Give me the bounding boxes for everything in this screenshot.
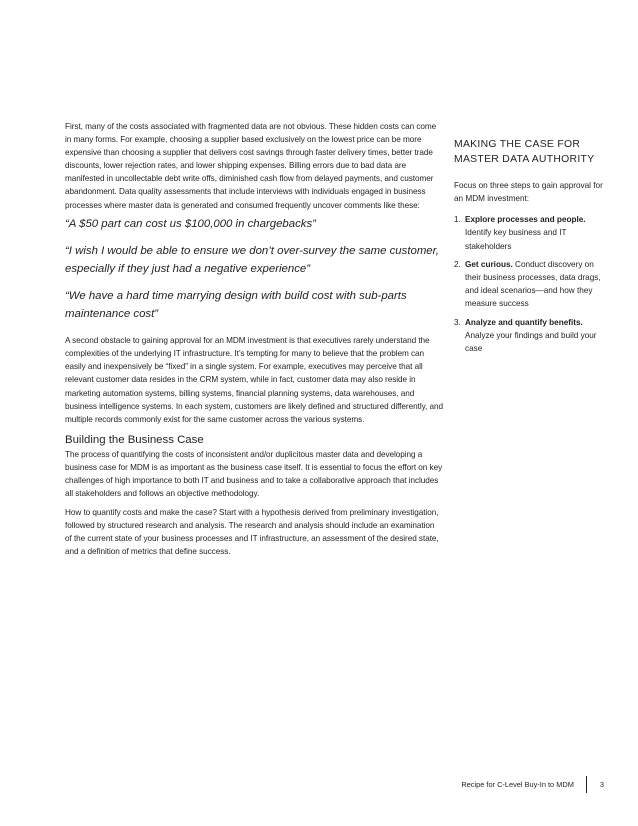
step-heading: Explore processes and people.	[465, 215, 586, 225]
step-heading: Analyze and quantify benefits.	[465, 317, 583, 327]
step-heading: Get curious.	[465, 259, 513, 269]
step-number: 2.	[454, 259, 461, 269]
quote-chargebacks: “A $50 part can cost us $100,000 in chargebacks”	[65, 217, 316, 230]
sidebar-callout	[454, 138, 604, 360]
step-number: 1.	[454, 215, 461, 225]
body-paragraph-it-complexity: A second obstacle to gaining approval for an MDM investment is that executives rarely understand the complexities of the underlying IT infrastructure. It’s tempting for many to believe that the problem can easily and inexpensively be “fixed” in a single system. For example, executives may perceive that all relevant customer data resides in the CRM system, while in fact, customer data may also reside in marketing automation systems, billing systems, financial planning systems, data warehouses, and business intelligence systems. In each system, customers are likely defined and structured differently, and multiple records commonly exist for the same customer across the various systems.	[65, 336, 443, 424]
sidebar-step	[454, 316, 604, 356]
sidebar-steps-list	[454, 213, 604, 355]
sidebar-step	[454, 258, 604, 311]
sidebar-step	[454, 213, 604, 253]
main-column	[65, 120, 443, 559]
step-text: Analyze your findings and build your case	[465, 330, 597, 354]
body-paragraph-quantifying: The process of quantifying the costs of inconsistent and/or duplicitous master data and developing a business case for MDM is as important as the business case itself. It is essential to focus the effort on key challenges of high importance to both IT and business and to take a collaborative approach that includes all stakeholders and follows an objective methodology.	[65, 449, 443, 499]
page-footer	[461, 776, 604, 793]
sidebar-title: MAKING THE CASE FOR MASTER DATA AUTHORITY	[454, 139, 595, 165]
quote-over-survey: “I wish I would be able to ensure we don’t over-survey the same customer, especially if they just had a negative experience”	[65, 245, 439, 275]
step-text: Conduct discovery on their business processes, data drags, and ideal scenarios—and how they measure success	[465, 259, 601, 309]
body-paragraph-hidden-costs: First, many of the costs associated with fragmented data are not obvious. These hidden costs can come in many forms. For example, choosing a supplier based exclusively on the lowest price can be more expensive than choosing a supplier that delivers cost savings through faster delivery times, better trade discounts, lower rejection rates, and lower shipping expenses. Billing errors due to bad data are manifested in uncollectable debt write offs, diminished cash flow from delayed payments, and customer abandonment. Data quality assessments that include interviews with individuals engaged in business processes where master data is generated and consumed frequently uncover comments like these:	[65, 122, 437, 210]
sidebar-intro: Focus on three steps to gain approval for an MDM investment:	[454, 181, 603, 204]
step-text: Identify key business and IT stakeholders	[465, 228, 567, 251]
body-paragraph-how-to-quantify: How to quantify costs and make the case? Start with a hypothesis derived from preliminary investigation, followed by structured research and analysis. The research and analysis should include an examination of the current state of your business processes and IT infrastructure, an assessment of the desired state, and a definition of metrics that define success.	[65, 508, 439, 557]
footer-divider	[586, 776, 587, 793]
section-heading-business-case: Building the Business Case	[65, 433, 204, 446]
page-number: 3	[599, 780, 604, 789]
step-number: 3.	[454, 317, 461, 327]
quote-design-build-cost: “We have a hard time marrying design with build cost with sub-parts maintenance cost”	[65, 290, 407, 320]
footer-document-title: Recipe for C-Level Buy-In to MDM	[461, 780, 574, 789]
